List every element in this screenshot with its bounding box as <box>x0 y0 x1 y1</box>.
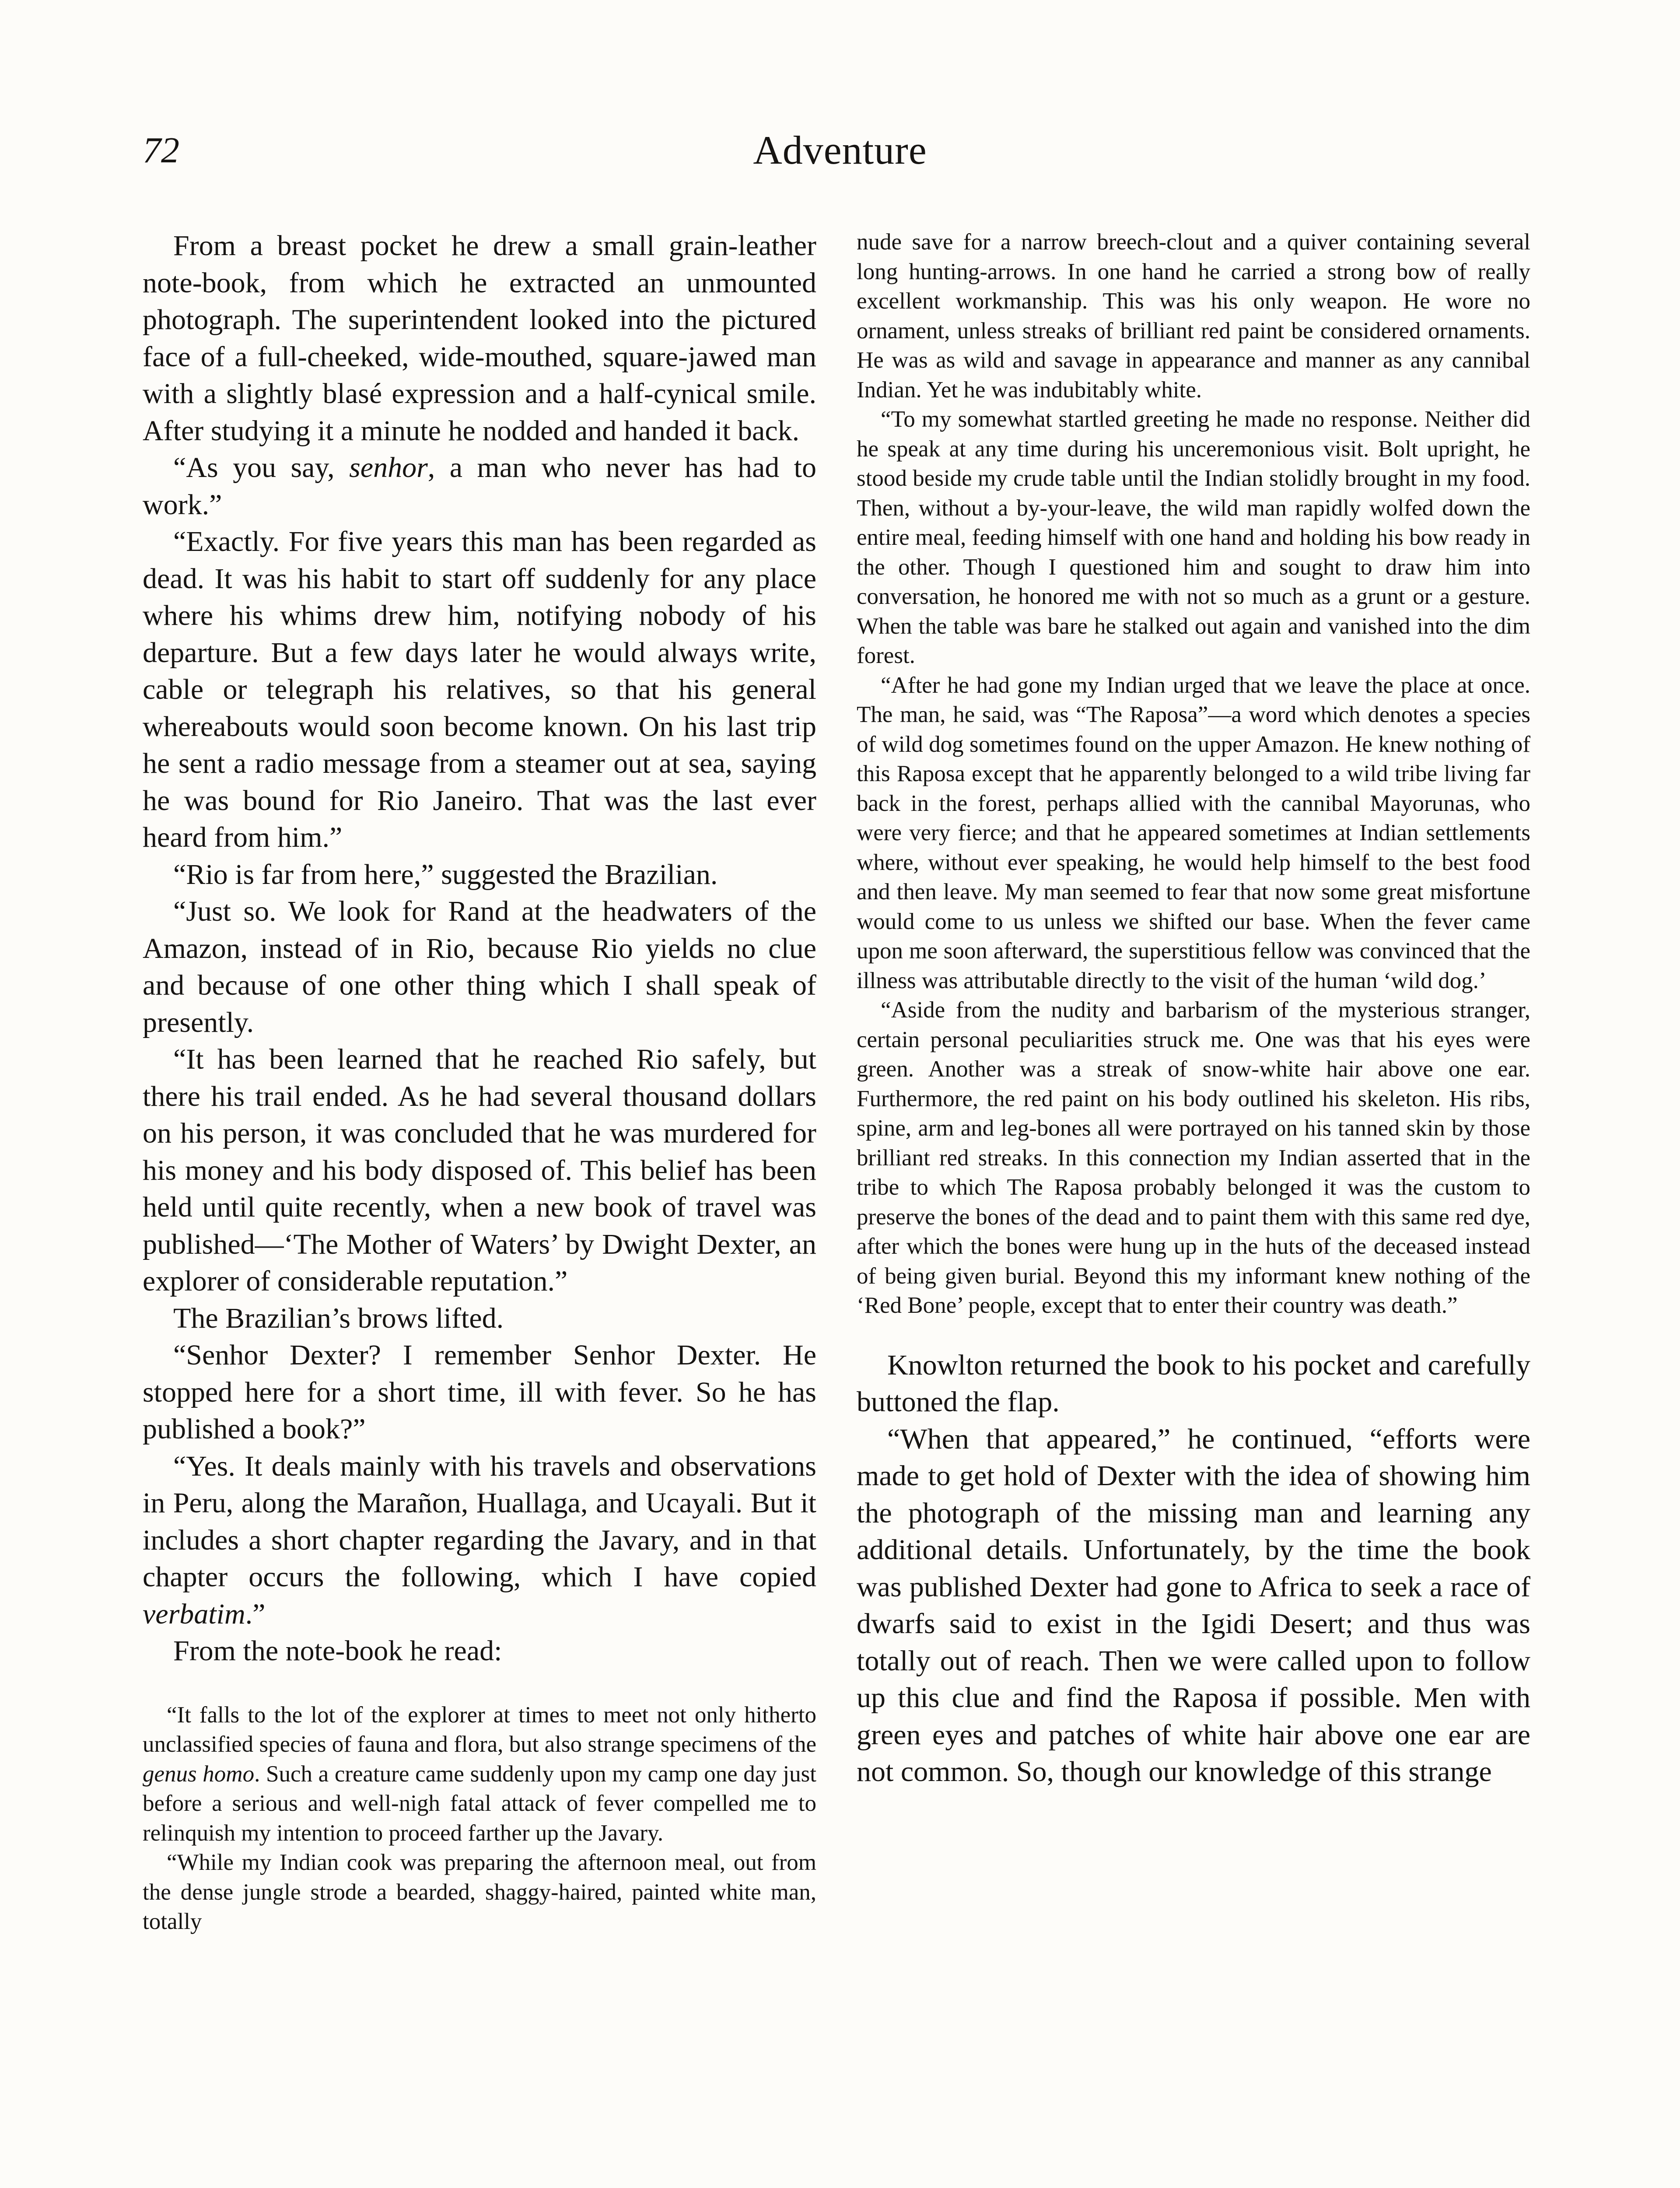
paragraph: “It has been learned that he reached Rio safely, but there his trail ended. As he had several thousand dollars on his person, it was concluded that he was murdered for his money and his body disposed of. This belief has been held until quite recently, when a new book of travel was published—‘The Mother of Waters’ by Dwight Dexter, an explorer of considerable reputation.” <box>143 1043 816 1297</box>
paragraph: From the note-book he read: <box>173 1635 502 1667</box>
page-number: 72 <box>143 130 179 171</box>
paragraph: “Senhor Dexter? I remember Senhor Dexter. He stopped here for a short time, ill with fever. So he has published a book?” <box>143 1339 816 1445</box>
left-column <box>143 228 816 1937</box>
text-run: .” <box>245 1598 266 1630</box>
paragraph: From a breast pocket he drew a small grain-leather note-book, from which he extracted an unmounted photograph. The superintendent looked into the pictured face of a full-cheeked, wide-mouthed, square-jawed man with a slightly blasé expression and a half-cynical smile. After studying it a minute he nodded and handed it back. <box>143 230 816 447</box>
quoted-extract-continued <box>857 228 1530 1321</box>
paragraph: “Just so. We look for Rand at the headwaters of the Amazon, instead of in Rio, because Rio yields no clue and because of one other thing which I shall speak of presently. <box>143 895 816 1038</box>
running-head: Adventure <box>753 128 927 172</box>
extract-paragraph: “To my somewhat startled greeting he made no response. Neither did he speak at any time during his unceremonious visit. Bolt upright, he stood beside my crude table until the Indian stolidly brought in my food. Then, without a by-your-leave, the wild man rapidly wolfed down the entire meal, feeding himself with one hand and holding his bow ready in the other. Though I questioned him and sought to draw him into conversation, he honored me with not so much as a grunt or a gesture. When the table was bare he stalked out again and vanished into the dim forest. <box>857 407 1530 668</box>
italic-text: senhor <box>349 452 428 484</box>
text-run: . Such a creature came suddenly upon my camp one day just before a serious and well-nigh fatal attack of fever compelled me to relinquish my intention to proceed farther up the Javary. <box>143 1761 816 1846</box>
paragraph <box>143 449 816 523</box>
text-run: , a man who never has had to work.” <box>143 452 816 521</box>
left-body-text <box>143 228 816 1670</box>
extract-paragraph: “Aside from the nudity and barbarism of the mysterious stranger, certain personal peculiarities struck me. One was that his eyes were green. Another was a streak of snow-white hair above one ear. Furthermore, the red paint on his body outlined his skeleton. His ribs, spine, arm and leg-bones all were portrayed on his tanned skin by those brilliant red streaks. In this connection my Indian asserted that in the tribe to which The Raposa probably belonged it was the custom to preserve the bones of the dead and to paint them with this same red dye, after which the bones were hung up in the huts of the deceased instead of being given burial. Beyond this my informant knew nothing of the ‘Red Bone’ people, except that to enter their country was death.” <box>857 997 1530 1318</box>
extract-paragraph <box>143 1701 816 1848</box>
paragraph: “Exactly. For five years this man has been regarded as dead. It was his habit to start off suddenly for any place where his whims drew him, notifying nobody of his departure. But a few days later he would always write, cable or telegraph his relatives, so that his general whereabouts would soon become known. On his last trip he sent a radio message from a steamer out at sea, saying he was bound for Rio Janeiro. That was the last ever heard from him.” <box>143 526 816 853</box>
italic-text: verbatim <box>143 1598 245 1630</box>
italic-text: genus homo <box>143 1761 255 1787</box>
text-run: “As you say, <box>173 452 350 484</box>
paragraph: The Brazilian’s brows lifted. <box>173 1302 504 1334</box>
extract-paragraph: “After he had gone my Indian urged that we leave the place at once. The man, he said, was “The Raposa”—a word which denotes a species of wild dog sometimes found on the upper Amazon. He knew nothing of this Raposa except that he apparently belonged to a wild tribe living far back in the forest, perhaps allied with the cannibal Mayorunas, who were very fierce; and that he appeared sometimes at Indian settlements where, without ever speaking, he would help himself to the best food and then leave. My man seemed to fear that now some great misfortune would come to us unless we shifted our base. When the fever came upon me soon afterward, the superstitious fellow was convinced that the illness was attributable directly to the visit of the human ‘wild dog.’ <box>857 672 1530 993</box>
extract-paragraph: “While my Indian cook was preparing the afternoon meal, out from the dense jungle strode a bearded, shaggy-haired, painted white man, totally <box>143 1850 816 1934</box>
paragraph: “When that appeared,” he continued, “efforts were made to get hold of Dexter with the idea of showing him the photograph of the missing man and learning any additional details. Unfortunately, by the time the book was published Dexter had gone to Africa to seek a race of dwarfs said to exist in the Igidi Desert; and thus was totally out of reach. Then we were called upon to follow up this clue and find the Raposa if possible. Men with green eyes and patches of white hair above one ear are not common. So, though our knowledge of this strange <box>857 1423 1530 1788</box>
right-column <box>857 228 1530 1791</box>
paragraph <box>143 1448 816 1633</box>
extract-paragraph: nude save for a narrow breech-clout and a quiver containing several long hunting-arrows. In one hand he carried a strong bow of really excellent workmanship. This was his only weapon. He wore no ornament, unless streaks of brilliant red paint be considered ornaments. He was as wild and savage in appearance and manner as any cannibal Indian. Yet he was indubitably white. <box>857 229 1530 403</box>
paragraph: “Rio is far from here,” suggested the Brazilian. <box>173 858 718 891</box>
text-run: “Yes. It deals mainly with his travels and observations in Peru, along the Marañon, Huallaga, and Ucayali. But it includes a short chapter regarding the Javary, and in that chapter occurs the following, which I have copied <box>143 1450 816 1593</box>
page-header <box>0 129 1680 182</box>
quoted-extract <box>143 1701 816 1937</box>
right-body-text <box>857 1347 1530 1791</box>
text-run: “It falls to the lot of the explorer at times to meet not only hitherto unclassified species of fauna and flora, but also strange specimens of the <box>143 1702 816 1757</box>
paragraph: Knowlton returned the book to his pocket and carefully buttoned the flap. <box>857 1349 1530 1418</box>
